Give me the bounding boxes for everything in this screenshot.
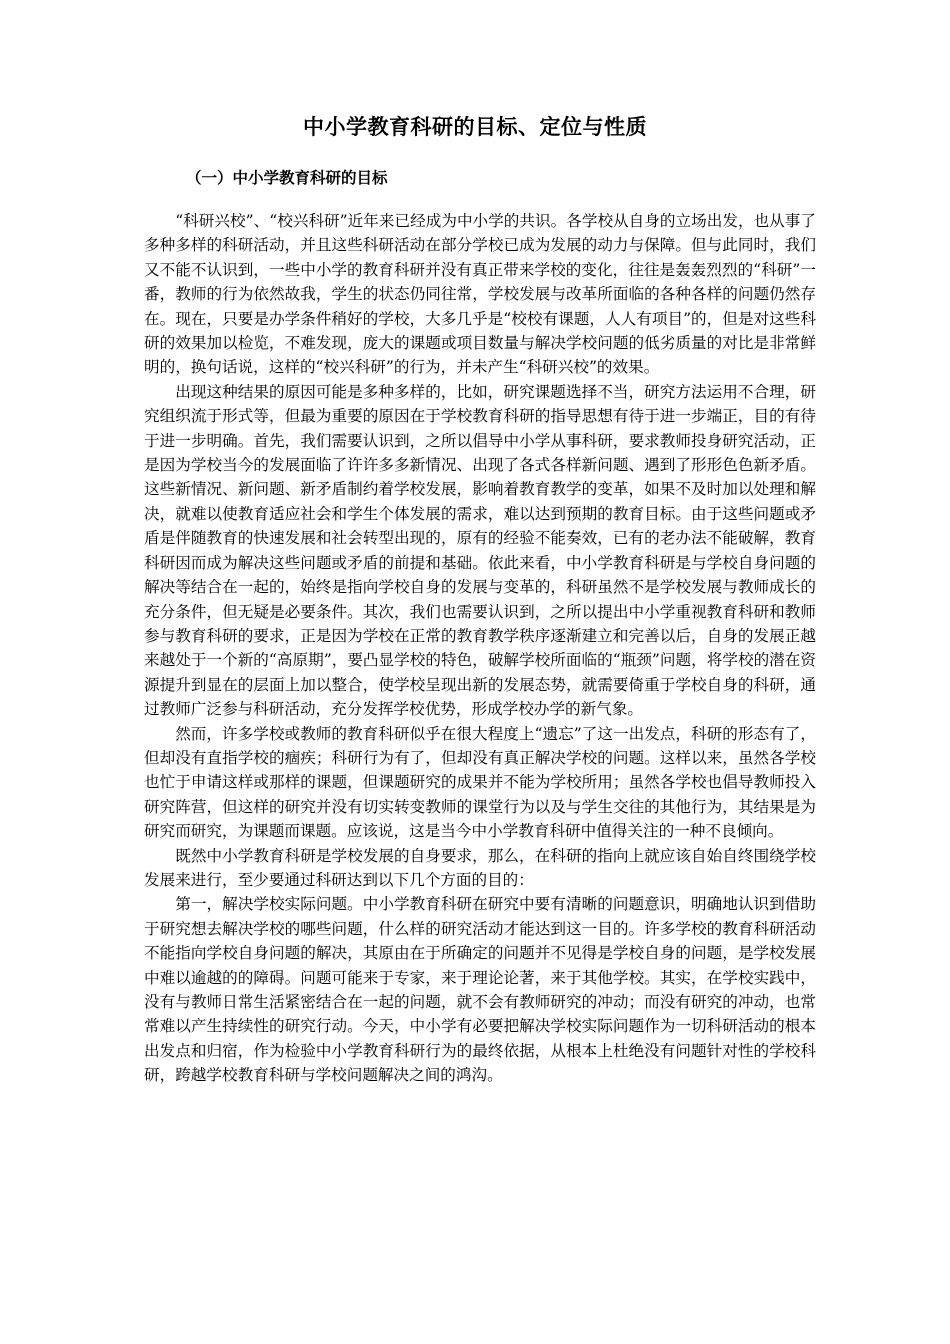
section-heading: （一）中小学教育科研的目标 — [186, 169, 388, 187]
paragraph: 然而，许多学校或教师的教育科研似乎在很大程度上“遗忘”了这一出发点，科研的形态有了，但却没有直指学校的痼疾；科研行为有了，但却没有真正解决学校的问题。这样以来，虽然各学校也忙于申请这样或那样的课题，但课题研究的成果并不能为学校所用；虽然各学校也倡导教师投入研究阵营，但这样的研究并没有切实转变教师的课堂行为以及与学生交往的其他行为，其结果是为研究而研究，为课题而课题。应该说，这是当今中小学教育科研中值得关注的一种不良倾向。 — [144, 724, 816, 841]
document-title: 中小学教育科研的目标、定位与性质 — [303, 115, 647, 139]
paragraph: 既然中小学教育科研是学校发展的自身要求，那么，在科研的指向上就应该自始自终围绕学校发展来进行，至少要通过科研达到以下几个方面的目的： — [144, 846, 816, 889]
paragraph: 出现这种结果的原因可能是多种多样的，比如，研究课题选择不当，研究方法运用不合理，研究组织流于形式等，但最为重要的原因在于学校教育科研的指导思想有待于进一步端正，目的有待于进一步明确。首先，我们需要认识到，之所以倡导中小学从事科研，要求教师投身研究活动，正是因为学校当今的发展面临了许许多多新情况、出现了各式各样新问题、遇到了形形色色新矛盾。这些新情况、新问题、新矛盾制约着学校发展，影响着教育教学的变革，如果不及时加以处理和解决，就难以使教育适应社会和学生个体发展的需求，难以达到预期的教育目标。由于这些问题或矛盾是伴随教育的快速发展和社会转型出现的，原有的经验不能奏效，已有的老办法不能破解，教育科研因而成为解决这些问题或矛盾的前提和基础。依此来看，中小学教育科研是与学校自身问题的解决等结合在一起的，始终是指向学校自身的发展与变革的，科研虽然不是学校发展与教师成长的充分条件，但无疑是必要条件。其次，我们也需要认识到，之所以提出中小学重视教育科研和教师参与教育科研的要求，正是因为学校在正常的教育教学秩序逐渐建立和完善以后，自身的发展正越来越处于一个新的“高原期”，要凸显学校的特色，破解学校所面临的“瓶颈”问题，将学校的潜在资源提升到显在的层面上加以整合，使学校呈现出新的发展态势，就需要倚重于学校自身的科研，通过教师广泛参与科研活动，充分发挥学校优势，形成学校办学的新气象。 — [144, 382, 816, 719]
paragraph: “科研兴校”、“校兴科研”近年来已经成为中小学的共识。各学校从自身的立场出发，也从事了多种多样的科研活动，并且这些科研活动在部分学校已成为发展的动力与保障。但与此同时，我们又不能不认识到，一些中小学的教育科研并没有真正带来学校的变化，往往是轰轰烈烈的“科研”一番，教师的行为依然故我，学生的状态仍同往常，学校发展与改革所面临的各种各样的问题仍然存在。现在，只要是办学条件稍好的学校，大多几乎是“校校有课题，人人有项目”的，但是对这些科研的效果加以检览，不难发现，庞大的课题或项目数量与解决学校问题的低劣质量的对比是非常鲜明的，换句话说，这样的“校兴科研”的行为，并未产生“科研兴校”的效果。 — [144, 212, 816, 377]
paragraph: 第一，解决学校实际问题。中小学教育科研在研究中要有清晰的问题意识，明确地认识到借助于研究想去解决学校的哪些问题，什么样的研究活动才能达到这一目的。许多学校的教育科研活动不能指向学校自身问题的解决，其原由在于所确定的问题并不见得是学校自身的问题，是学校发展中难以逾越的的障碍。问题可能来于专家，来于理论论著，来于其他学校。其实，在学校实践中，没有与教师日常生活紧密结合在一起的问题，就不会有教师研究的冲动；而没有研究的冲动，也常常难以产生持续性的研究行动。今天，中小学有必要把解决学校实际问题作为一切科研活动的根本出发点和归宿，作为检验中小学教育科研行为的最终依据，从根本上杜绝没有问题针对性的学校科研，跨越学校教育科研与学校问题解决之间的鸿沟。 — [144, 895, 816, 1085]
document-body — [144, 209, 816, 1088]
